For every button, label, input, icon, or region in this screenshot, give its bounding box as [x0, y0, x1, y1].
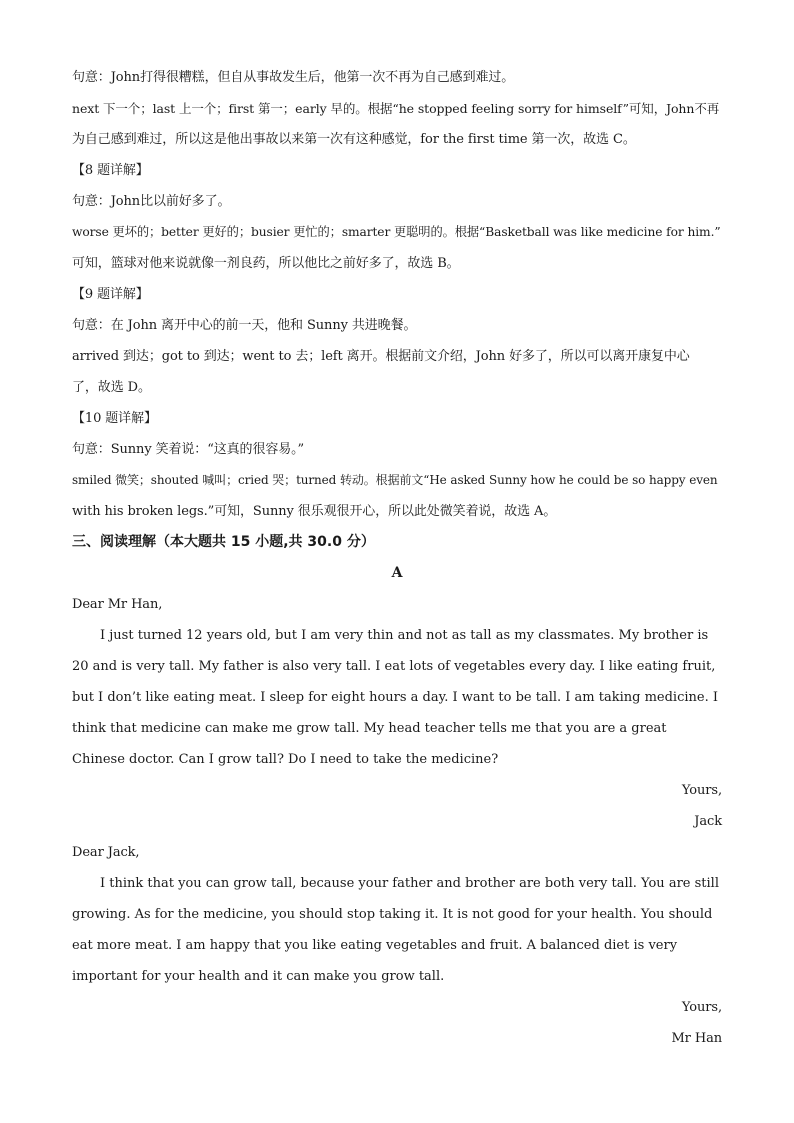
q8-header: 【8 题详解】	[72, 163, 149, 178]
letter-2-body: I think that you can grow tall, because your father and brother are both very tall. You are still growing. As for the medicine, you should stop taking it. It is not good for your health. You should eat more meat. I am happy that you like eating vegetables and fruit. A balanced diet is very important for your health and it can make you grow tall.	[72, 876, 719, 984]
q7-explanation-line-1: next 下一个；last 上一个；first 第一；early 早的。根据“he stopped feeling sorry for himself”可知，John不再	[72, 101, 720, 116]
q10-explanation-line-1: smiled 微笑；shouted 喊叫；cried 哭；turned 转动。根据前文“He asked Sunny how he could be so happy even	[72, 473, 718, 487]
q10-meaning: 句意：Sunny 笑着说：“这真的很容易。”	[72, 442, 305, 457]
letter-1-body: I just turned 12 years old, but I am very thin and not as tall as my classmates. My brother is 20 and is very tall. My father is also very tall. I eat lots of vegetables every day. I like eating fruit, but I don’t like eating meat. I sleep for eight hours a day. I want to be tall. I am taking medicine. I think that medicine can make me grow tall. My head teacher tells me that you are a great Chinese doctor. Can I grow tall? Do I need to take the medicine?	[72, 628, 718, 767]
letter-1-greeting: Dear Mr Han,	[72, 597, 163, 612]
letter-2-greeting: Dear Jack,	[72, 845, 140, 860]
letter-2-closing: Yours,	[681, 1000, 722, 1015]
q9-explanation-line-2: 了，故选 D。	[72, 380, 151, 395]
q8-explanation-line-2: 可知，篮球对他来说就像一剂良药，所以他比之前好多了，故选 B。	[72, 256, 460, 271]
q9-header: 【9 题详解】	[72, 287, 149, 302]
q10-explanation-line-2: with his broken legs.”可知，Sunny 很乐观很开心，所以此处微笑着说，故选 A。	[72, 504, 557, 519]
section-3-title: 三、阅读理解（本大题共 15 小题,共 30.0 分）	[72, 534, 375, 550]
q9-explanation-line-1: arrived 到达；got to 到达；went to 去；left 离开。根据前文介绍，John 好多了，所以可以离开康复中心	[72, 349, 690, 364]
q7-explanation-line-2: 为自己感到难过，所以这是他出事故以来第一次有这种感觉，for the first time 第一次，故选 C。	[72, 132, 636, 147]
q8-explanation-line-1: worse 更坏的；better 更好的；busier 更忙的；smarter 更聪明的。根据“Basketball was like medicine for him.”	[72, 225, 721, 239]
q9-meaning: 句意：在 John 离开中心的前一天，他和 Sunny 共进晚餐。	[72, 318, 417, 333]
document-page	[72, 62, 722, 1054]
q10-header: 【10 题详解】	[72, 411, 157, 426]
q8-meaning: 句意：John比以前好多了。	[72, 194, 231, 209]
q7-meaning: 句意：John打得很糟糕，但自从事故发生后，他第一次不再为自己感到难过。	[72, 70, 515, 85]
letter-2-signature: Mr Han	[671, 1031, 722, 1046]
letter-1-signature: Jack	[694, 814, 722, 829]
letter-1-closing: Yours,	[681, 783, 722, 798]
passage-label: A	[391, 565, 403, 581]
